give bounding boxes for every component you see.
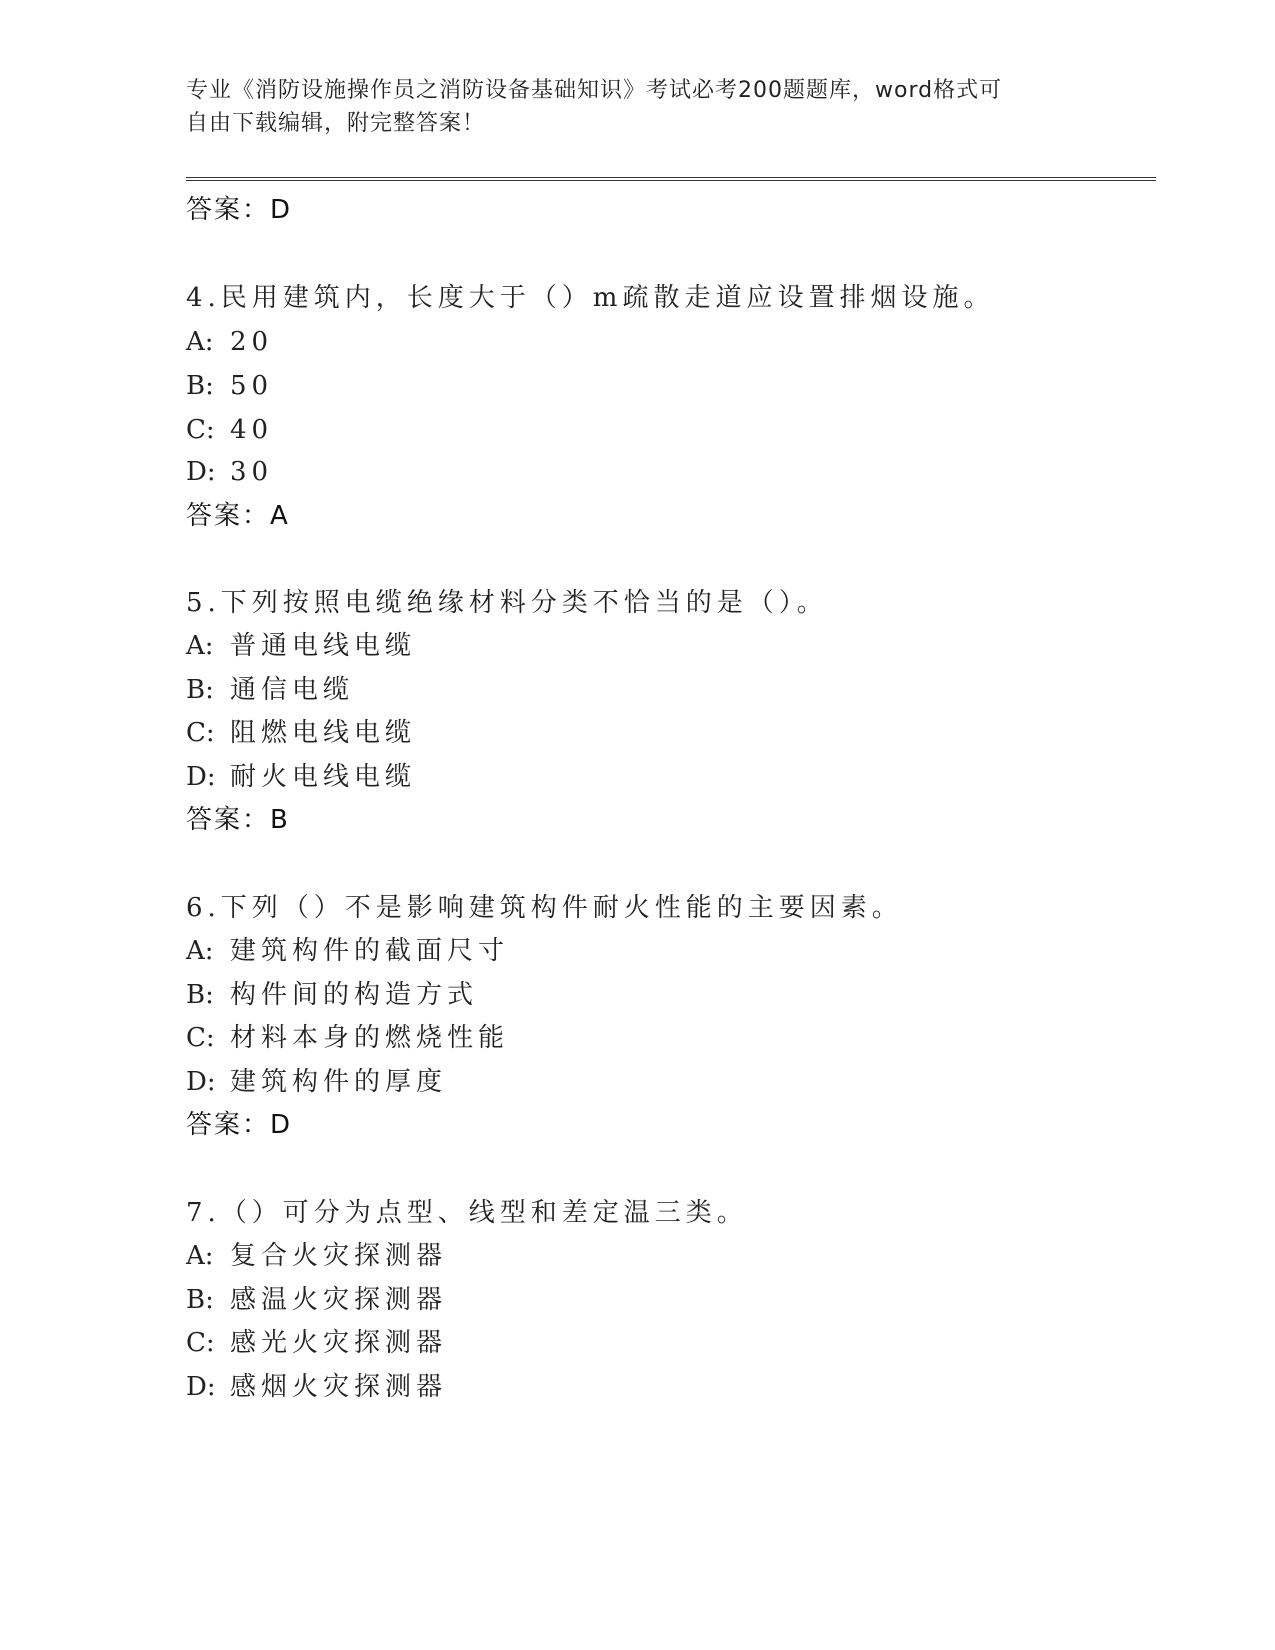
question-stem: 6.下列（）不是影响建筑构件耐火性能的主要因素。 — [186, 893, 903, 923]
option-text: 建筑构件的厚度 — [230, 1067, 448, 1097]
option-c — [186, 413, 273, 447]
option-text: 阻燃电线电缆 — [230, 718, 417, 748]
question-stem: 5.下列按照电缆绝缘材料分类不恰当的是（）。 — [186, 588, 828, 618]
option-c — [186, 1326, 447, 1360]
option-text: 感温火灾探测器 — [230, 1285, 448, 1315]
option-text: 50 — [230, 371, 274, 401]
option-letter: A: — [186, 1241, 214, 1271]
option-text: 感烟火灾探测器 — [230, 1372, 448, 1402]
option-a — [186, 629, 416, 663]
option-letter: C: — [186, 1328, 215, 1358]
answer: 答案：A — [186, 501, 290, 531]
option-d — [186, 1065, 447, 1099]
option-letter: D: — [186, 1372, 216, 1402]
option-letter: A: — [186, 327, 214, 357]
option-letter: A: — [186, 631, 214, 661]
option-letter: B: — [186, 980, 214, 1010]
option-letter: D: — [186, 457, 216, 487]
option-text: 建筑构件的截面尺寸 — [230, 936, 510, 966]
option-d — [186, 760, 416, 794]
document-header — [186, 74, 1066, 140]
option-b — [186, 369, 273, 403]
option-text: 材料本身的燃烧性能 — [230, 1023, 510, 1053]
option-letter: B: — [186, 675, 214, 705]
option-a — [186, 1239, 447, 1273]
option-letter: D: — [186, 762, 216, 792]
answer: 答案：D — [186, 1110, 293, 1140]
option-c — [186, 716, 416, 750]
option-text: 通信电缆 — [230, 675, 355, 705]
option-text: 复合火灾探测器 — [230, 1241, 448, 1271]
option-text: 普通电线电缆 — [230, 631, 417, 661]
option-letter: B: — [186, 371, 214, 401]
option-a — [186, 934, 509, 968]
header-divider — [186, 177, 1156, 181]
option-letter: C: — [186, 718, 215, 748]
option-letter: C: — [186, 1023, 215, 1053]
option-text: 40 — [230, 415, 274, 445]
option-text: 感光火灾探测器 — [230, 1328, 448, 1358]
option-text: 30 — [230, 457, 274, 487]
answer: 答案：B — [186, 805, 290, 835]
option-c — [186, 1021, 509, 1055]
option-letter: A: — [186, 936, 214, 966]
header-line-2: 自由下载编辑，附完整答案！ — [186, 111, 486, 136]
option-letter: C: — [186, 415, 215, 445]
option-b — [186, 1283, 447, 1317]
previous-answer: 答案：D — [186, 195, 293, 225]
question-stem: 4.民用建筑内，长度大于（）m疏散走道应设置排烟设施。 — [186, 283, 995, 313]
option-text: 耐火电线电缆 — [230, 762, 417, 792]
option-text: 构件间的构造方式 — [230, 980, 479, 1010]
option-letter: D: — [186, 1067, 216, 1097]
option-b — [186, 978, 478, 1012]
option-d — [186, 1370, 447, 1404]
option-d — [186, 455, 273, 489]
option-letter: B: — [186, 1285, 214, 1315]
question-stem: 7.（）可分为点型、线型和差定温三类。 — [186, 1198, 748, 1228]
option-text: 20 — [230, 327, 274, 357]
option-a — [186, 325, 273, 359]
option-b — [186, 673, 354, 707]
header-line-1: 专业《消防设施操作员之消防设备基础知识》考试必考200题题库，word格式可 — [186, 78, 1003, 103]
